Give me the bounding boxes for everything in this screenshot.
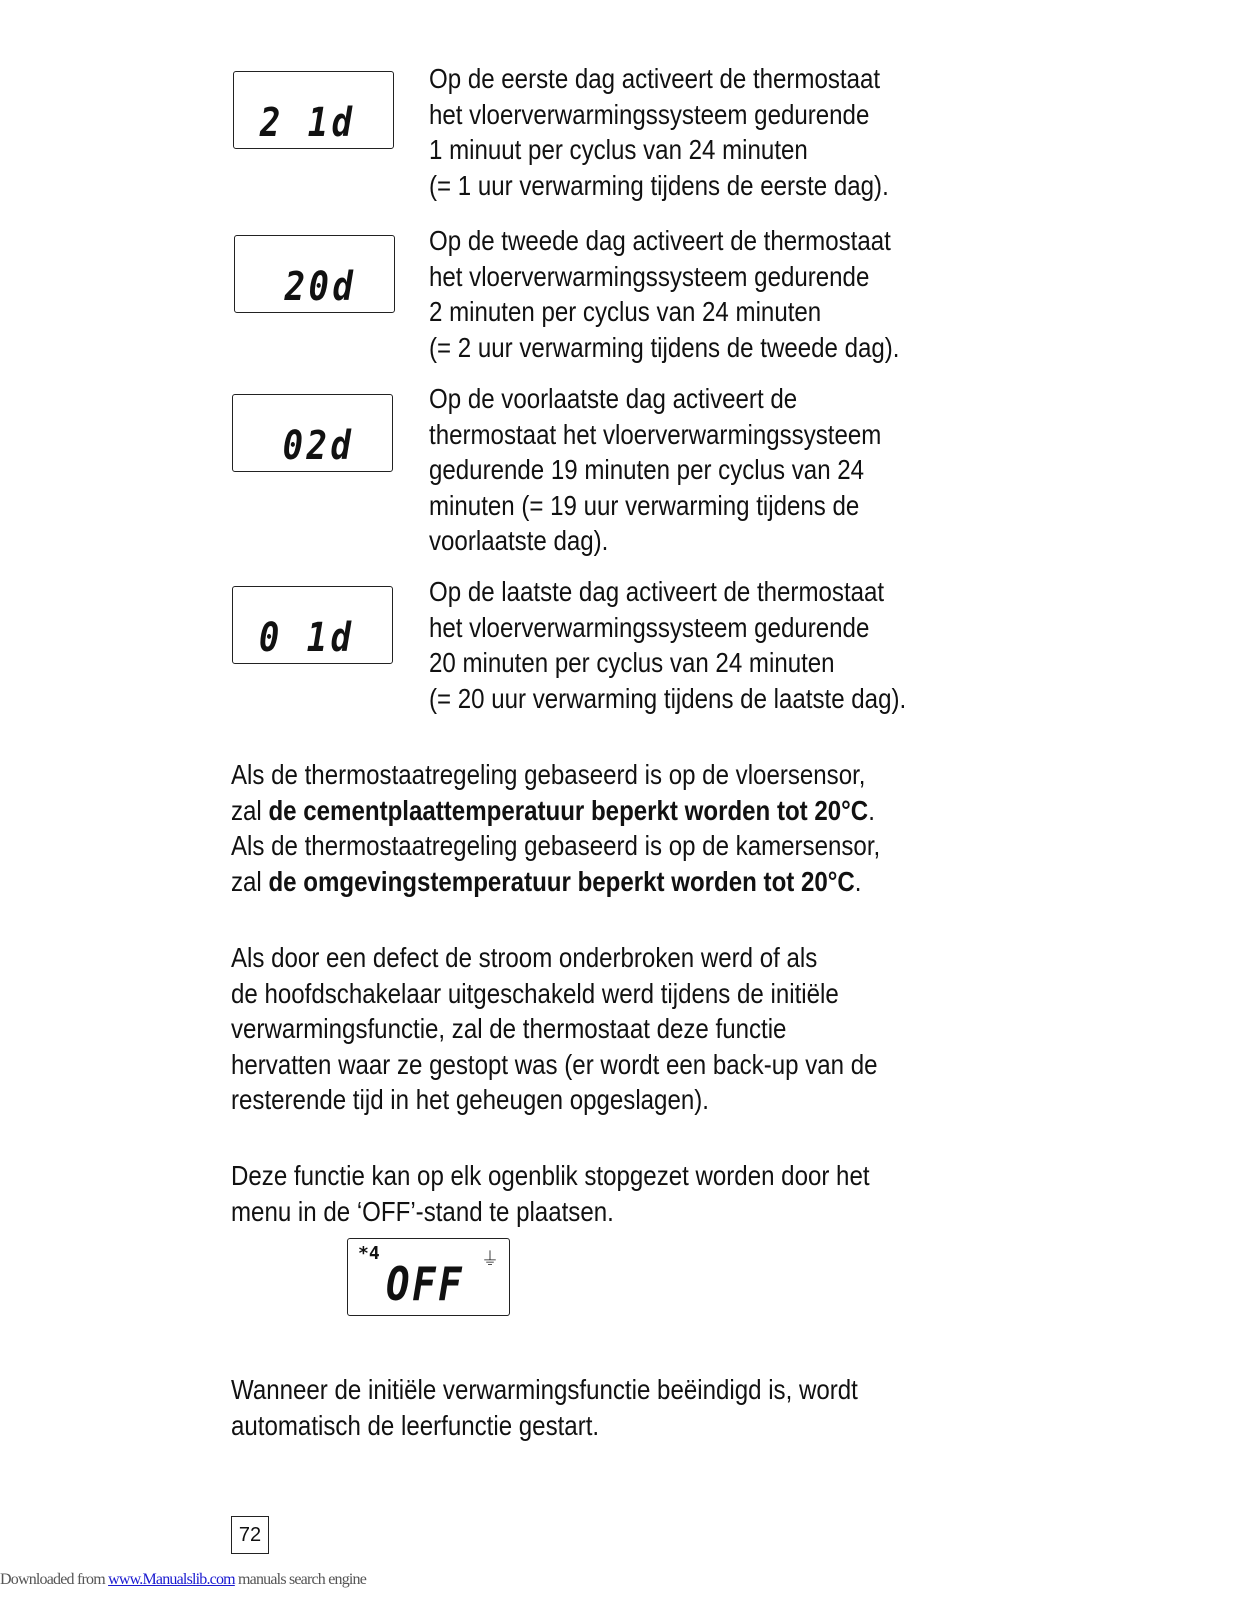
final-paragraph [231, 1372, 858, 1443]
footer-text: Downloaded from [0, 1571, 109, 1588]
lcd-readout: OFF [386, 1257, 465, 1311]
text-line: de hoofdschakelaar uitgeschakeld werd tijdens de initiële [231, 977, 839, 1009]
text-line: 20 minuten per cyclus van 24 minuten [429, 647, 835, 678]
bold-text: de cementplaattemperatuur beperkt worden tot 20°C [268, 794, 869, 826]
sensor-limit-paragraph [231, 757, 880, 899]
text-line: het vloerverwarmingssysteem gedurende [429, 611, 870, 643]
lcd-readout: 02d [282, 423, 354, 469]
text-line: 1 minuut per cyclus van 24 minuten [429, 134, 808, 165]
text-line: Op de laatste dag activeert de thermostaat [429, 576, 885, 607]
text-line: Als de thermostaatregeling gebaseerd is op de vloersensor, [231, 759, 866, 790]
text-line: voorlaatste dag). [429, 525, 609, 556]
floor-heating-icon: ⏚ [481, 1249, 499, 1269]
power-interruption-paragraph [231, 940, 878, 1118]
text-line: Op de voorlaatste dag activeert de [429, 383, 798, 414]
text-line: Als de thermostaatregeling gebaseerd is op de kamersensor, [231, 830, 881, 861]
footer-text: manuals search engine [234, 1571, 367, 1588]
day-1-paragraph [429, 61, 889, 203]
lcd-display-day-01 [232, 586, 393, 664]
text-segment: . [868, 794, 875, 826]
text-line: Op de eerste dag activeert de thermostaat [429, 63, 881, 94]
lcd-readout: 0 1d [258, 615, 354, 661]
manualslib-link[interactable]: www.Manualslib.com [108, 1571, 235, 1588]
text-line: gedurende 19 minuten per cyclus van 24 [429, 454, 865, 485]
text-line [231, 793, 880, 829]
text-line: Deze functie kan op elk ogenblik stopgezet worden door het [231, 1160, 870, 1191]
text-line: menu in de ‘OFF’-stand te plaatsen. [231, 1195, 614, 1227]
text-line: hervatten waar ze gestopt was (er wordt een back-up van de [231, 1048, 878, 1080]
text-line: minuten (= 19 uur verwarming tijdens de [429, 489, 860, 521]
page-number: 72 [231, 1516, 269, 1554]
bold-text: de omgevingstemperatuur beperkt worden tot 20°C [268, 865, 855, 897]
text-line: Als door een defect de stroom onderbroken werd of als [231, 942, 818, 973]
download-footer [0, 1571, 366, 1589]
text-segment: . [854, 865, 862, 897]
text-line: (= 20 uur verwarming tijdens de laatste dag). [429, 682, 907, 714]
penultimate-day-paragraph [429, 381, 881, 559]
lcd-display-day-20 [234, 235, 395, 313]
day-2-paragraph [429, 223, 899, 365]
text-line: Wanneer de initiële verwarmingsfunctie beëindigd is, wordt [231, 1374, 858, 1405]
text-line [231, 864, 880, 900]
off-mode-paragraph [231, 1158, 870, 1229]
lcd-display-off [347, 1238, 510, 1316]
text-line: het vloerverwarmingssysteem gedurende [429, 98, 870, 130]
text-line: thermostaat het vloerverwarmingssysteem [429, 418, 882, 450]
text-line: Op de tweede dag activeert de thermostaat [429, 225, 891, 256]
lcd-readout: 2 1d [259, 100, 355, 146]
text-segment: zal [231, 865, 269, 897]
snowflake-4-icon: *4 [358, 1243, 380, 1264]
last-day-paragraph [429, 574, 906, 716]
text-line: automatisch de leerfunctie gestart. [231, 1409, 600, 1441]
lcd-readout: 20d [284, 264, 356, 310]
text-line: het vloerverwarmingssysteem gedurende [429, 260, 870, 292]
text-line: resterende tijd in het geheugen opgeslagen). [231, 1084, 709, 1115]
text-line: (= 2 uur verwarming tijdens de tweede dag). [429, 331, 900, 363]
text-line: verwarmingsfunctie, zal de thermostaat deze functie [231, 1013, 787, 1044]
lcd-display-day-21 [233, 71, 394, 149]
lcd-display-day-02 [232, 394, 393, 472]
text-line: 2 minuten per cyclus van 24 minuten [429, 296, 822, 327]
text-line: (= 1 uur verwarming tijdens de eerste dag). [429, 169, 889, 201]
text-segment: zal [231, 794, 269, 826]
